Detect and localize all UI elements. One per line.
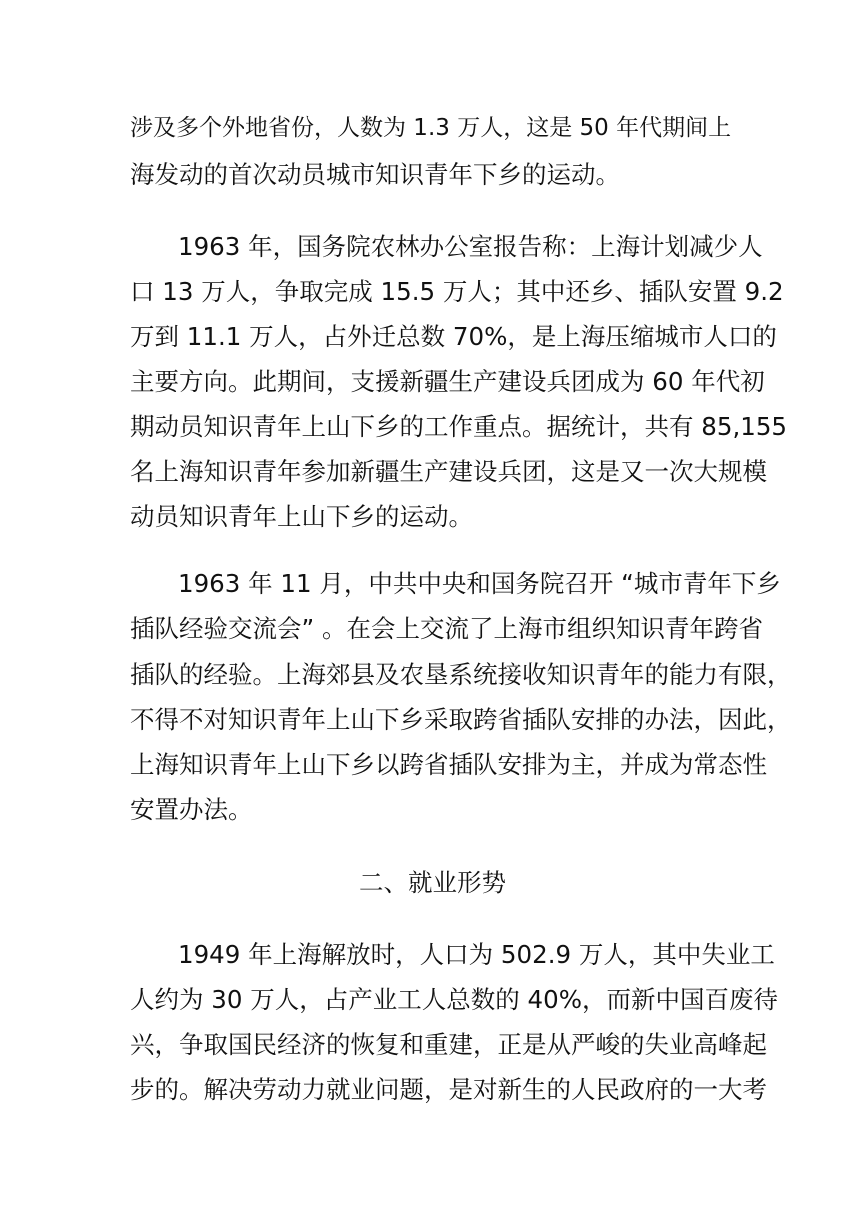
paragraph-4-line-1: 1949 年上海解放时，人口为 502.9 万人，其中失业工 — [178, 940, 775, 969]
paragraph-2-line-3: 万到 11.1 万人，占外迁总数 70%，是上海压缩城市人口的 — [130, 322, 777, 351]
paragraph-3-line-1: 1963 年 11 月，中共中央和国务院召开 “城市青年下乡 — [178, 569, 781, 598]
paragraph-3-line-5: 上海知识青年上山下乡以跨省插队安排为主，并成为常态性 — [130, 750, 767, 779]
paragraph-2-line-7: 动员知识青年上山下乡的运动。 — [130, 502, 473, 531]
paragraph-2-line-4: 主要方向。此期间，支援新疆生产建设兵团成为 60 年代初 — [130, 367, 765, 396]
paragraph-4-line-4: 步的。解决劳动力就业问题，是对新生的人民政府的一大考 — [130, 1075, 767, 1104]
paragraph-1-line-1: 涉及多个外地省份，人数为 1.3 万人，这是 50 年代期间上 — [130, 115, 732, 141]
paragraph-1-line-2: 海发动的首次动员城市知识青年下乡的运动。 — [130, 160, 620, 189]
paragraph-3-line-3: 插队的经验。上海郊县及农垦系统接收知识青年的能力有限， — [130, 660, 792, 689]
section-heading: 二、就业形势 — [359, 868, 506, 897]
paragraph-2-line-1: 1963 年，国务院农林办公室报告称：上海计划减少人 — [178, 232, 763, 261]
paragraph-4-line-3: 兴，争取国民经济的恢复和重建，正是从严峻的失业高峰起 — [130, 1030, 767, 1059]
paragraph-2-line-2: 口 13 万人，争取完成 15.5 万人；其中还乡、插队安置 9.2 — [130, 277, 784, 306]
paragraph-2-line-6: 名上海知识青年参加新疆生产建设兵团，这是又一次大规模 — [130, 457, 767, 486]
paragraph-3-line-6: 安置办法。 — [130, 795, 253, 824]
paragraph-4-line-2: 人约为 30 万人，占产业工人总数的 40%，而新中国百废待 — [130, 985, 778, 1014]
paragraph-3-line-2: 插队经验交流会” 。在会上交流了上海市组织知识青年跨省 — [130, 614, 763, 643]
paragraph-3-line-4: 不得不对知识青年上山下乡采取跨省插队安排的办法，因此， — [130, 705, 792, 734]
paragraph-2-line-5: 期动员知识青年上山下乡的工作重点。据统计，共有 85,155 — [130, 412, 788, 441]
